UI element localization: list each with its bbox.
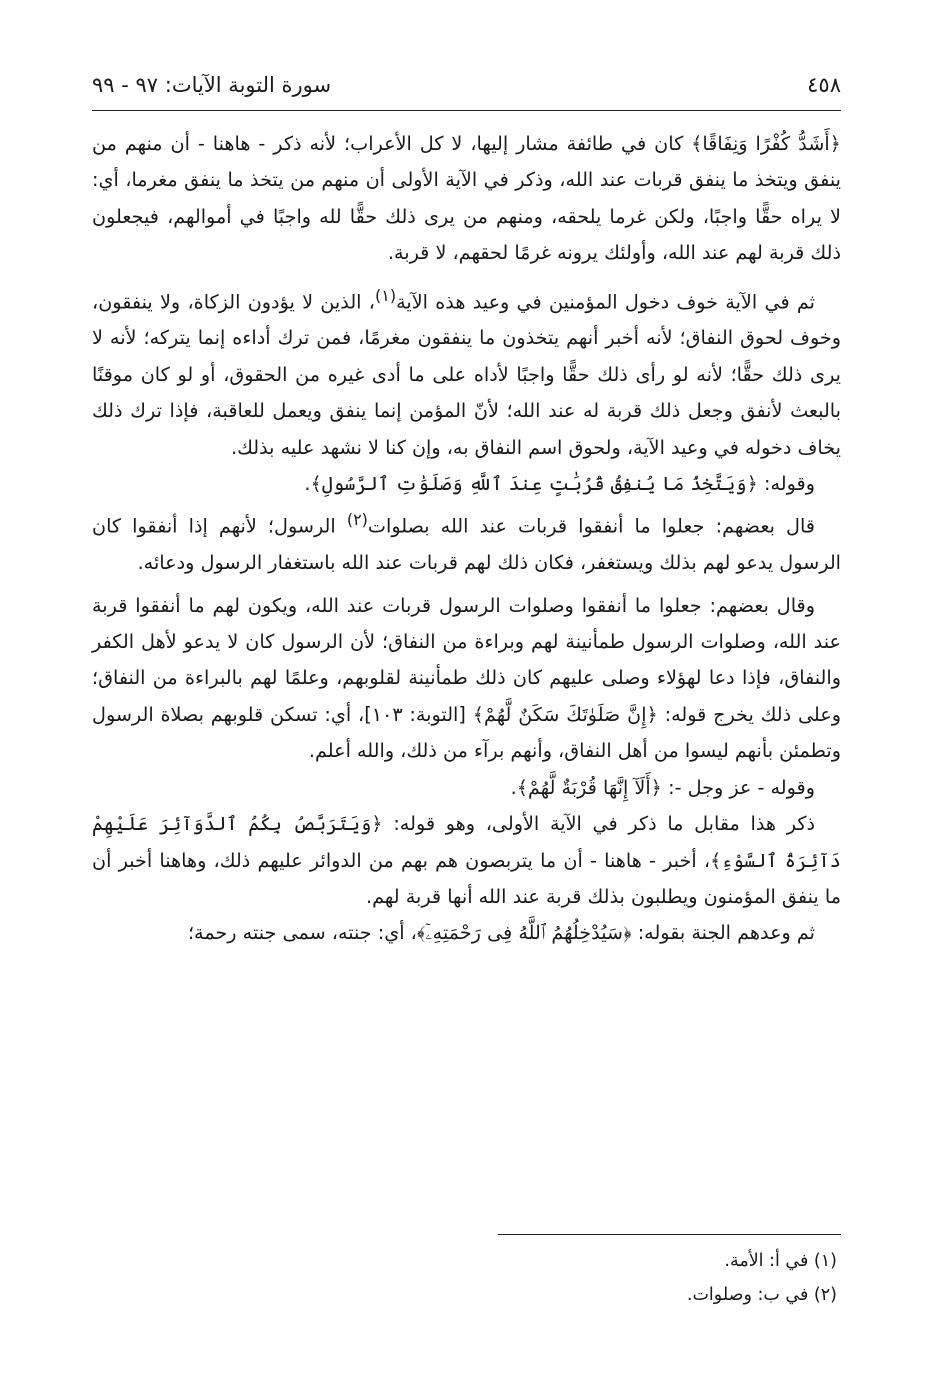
quran-quote: ﴿أَلَآ إِنَّهَا قُرْبَةٌ لَّهُمْ﴾	[516, 775, 662, 799]
paragraph-6: وقوله - عز وجل -: ﴿أَلَآ إِنَّهَا قُرْبَةٌ لَّهُمْ﴾.	[510, 775, 815, 799]
running-title: سورة التوبة الآيات: ٩٧ - ٩٩	[92, 73, 332, 97]
paragraph-4: قال بعضهم: جعلوا ما أنفقوا قربات عند الله بصلوات$^{(٢)}$ الرسول؛ لأنهم إذا أنفقوا كان الرسول يدعو لهم بذلك ويستغفر، فكان ذلك لهم قربات عند الله باستغفار الرسول ودعائه.	[92, 510, 841, 575]
quran-quote: ﴿إِنَّ صَلَوٰتَكَ سَكَنٌ لَّهُمْ﴾	[472, 702, 658, 726]
quran-quote: ﴿سَيُدْخِلُهُمُ ٱللَّهُ فِى رَحْمَتِهِۦٓ﴾	[416, 921, 632, 945]
paragraph-8: ثم وعدهم الجنة بقوله: ﴿سَيُدْخِلُهُمُ ٱللَّهُ فِى رَحْمَتِهِۦٓ﴾، أي: جنته، سمى جنته رحمة؛	[187, 921, 815, 945]
page-body	[92, 126, 841, 952]
footnotes	[92, 1244, 837, 1312]
footnote-rule	[498, 1234, 841, 1235]
paragraph-3: وقوله: ﴿وَيَتَّخِذُ مَا يُنفِقُ قُرُبَٰتٍ عِندَ ٱللَّهِ وَصَلَوَٰتِ ٱلرَّسُولِ﴾.	[304, 472, 815, 496]
page-number: ٤٥٨	[807, 73, 841, 97]
header-rule	[92, 110, 841, 111]
paragraph-2: ثم في الآية خوف دخول المؤمنين في وعيد هذه الآية$^{(١)}$، الذين لا يؤدون الزكاة، ولا ينفقون، وخوف لحوق النفاق؛ لأنه أخبر أنهم يتخذون ما ينفقون مغرمًا، فمن ترك أداءه إنما يتركه؛ لأنه لا يرى ذلك حقًّا؛ لأنه لو رأى ذلك حقًّا واجبًا لأداه على ما أدى غيره من الحقوق، أو لو كان موقنًا بالبعث لأنفق وجعل ذلك قربة له عند الله؛ لأنّ المؤمن إنما ينفق ويعمل للعاقبة، فإذا ترك ذلك يخاف دخوله في وعيد الآية، ولحوق اسم النفاق به، وإن كنا لا نشهد عليه بذلك.	[92, 285, 841, 459]
footnote-1: (١) في أ: الأمة.	[724, 1251, 837, 1271]
quran-quote: ﴿وَيَتَّخِذُ مَا يُنفِقُ قُرُبَٰتٍ عِندَ ٱللَّهِ وَصَلَوَٰتِ ٱلرَّسُولِ﴾	[310, 472, 758, 496]
paragraph-7: ذكر هذا مقابل ما ذكر في الآية الأولى، وهو قوله: ﴿وَيَتَرَبَّصُ بِكُمُ ٱلدَّوَآئِرَ عَلَيْهِمْ دَآئِرَةُ ٱلسَّوْءِ﴾، أخبر - هاهنا - أن ما يتربصون هم بهم من الدوائر عليهم ذلك، وهاهنا أخبر أن ما ينفق المؤمنون ويطلبون بذلك قربة عند الله أنها قربة لهم.	[92, 812, 841, 908]
page-header	[92, 66, 841, 104]
footnote-2: (٢) في ب: وصلوات.	[686, 1285, 837, 1305]
quran-quote: ﴿أَشَدُّ كُفْرًا وَنِفَاقًا﴾	[691, 132, 841, 155]
footnote-ref: (١)	[374, 285, 397, 305]
paragraph-5: وقال بعضهم: جعلوا ما أنفقوا وصلوات الرسول قربات عند الله، ويكون لهم ما أنفقوا قربة عند الله، وصلوات الرسول طمأنينة لهم وبراءة من النفاق؛ لأن الرسول كان لا يدعو لأهل الكفر والنفاق، فإذا دعا لهؤلاء وصلى عليهم كان ذلك طمأنينة لقلوبهم، وعلمًا لهم بالبراءة من النفاق؛ وعلى ذلك يخرج قوله: ﴿إِنَّ صَلَوٰتَكَ سَكَنٌ لَّهُمْ﴾ [التوبة: ١٠٣]، أي: تسكن قلوبهم بصلاة الرسول وتطمئن بأنهم ليسوا من أهل النفاق، وأنهم برآء من ذلك، والله أعلم.	[92, 593, 842, 763]
quran-quote: ﴿وَيَتَرَبَّصُ بِكُمُ ٱلدَّوَآئِرَ عَلَيْهِمْ دَآئِرَةُ ٱلسَّوْءِ﴾	[92, 812, 841, 872]
footnote-ref: (٢)	[346, 510, 368, 530]
paragraph-1: ﴿أَشَدُّ كُفْرًا وَنِفَاقًا﴾ كان في طائفة مشار إليها، لا كل الأعراب؛ لأنه ذكر - هاهنا - أن منهم من ينفق ويتخذ ما ينفق قربات عند الله، وذكر في الآية الأولى أن منهم من يتخذ ما ينفق مغرما، أي: لا يراه حقًّا واجبًا، ولكن غرما يلحقه، ومنهم من يرى ذلك حقًّا لله واجبًا في أموالهم، فيجعلون ذلك قربة لهم عند الله، وأولئك يرونه غرمًا لحقهم، لا قربة.	[92, 132, 841, 265]
